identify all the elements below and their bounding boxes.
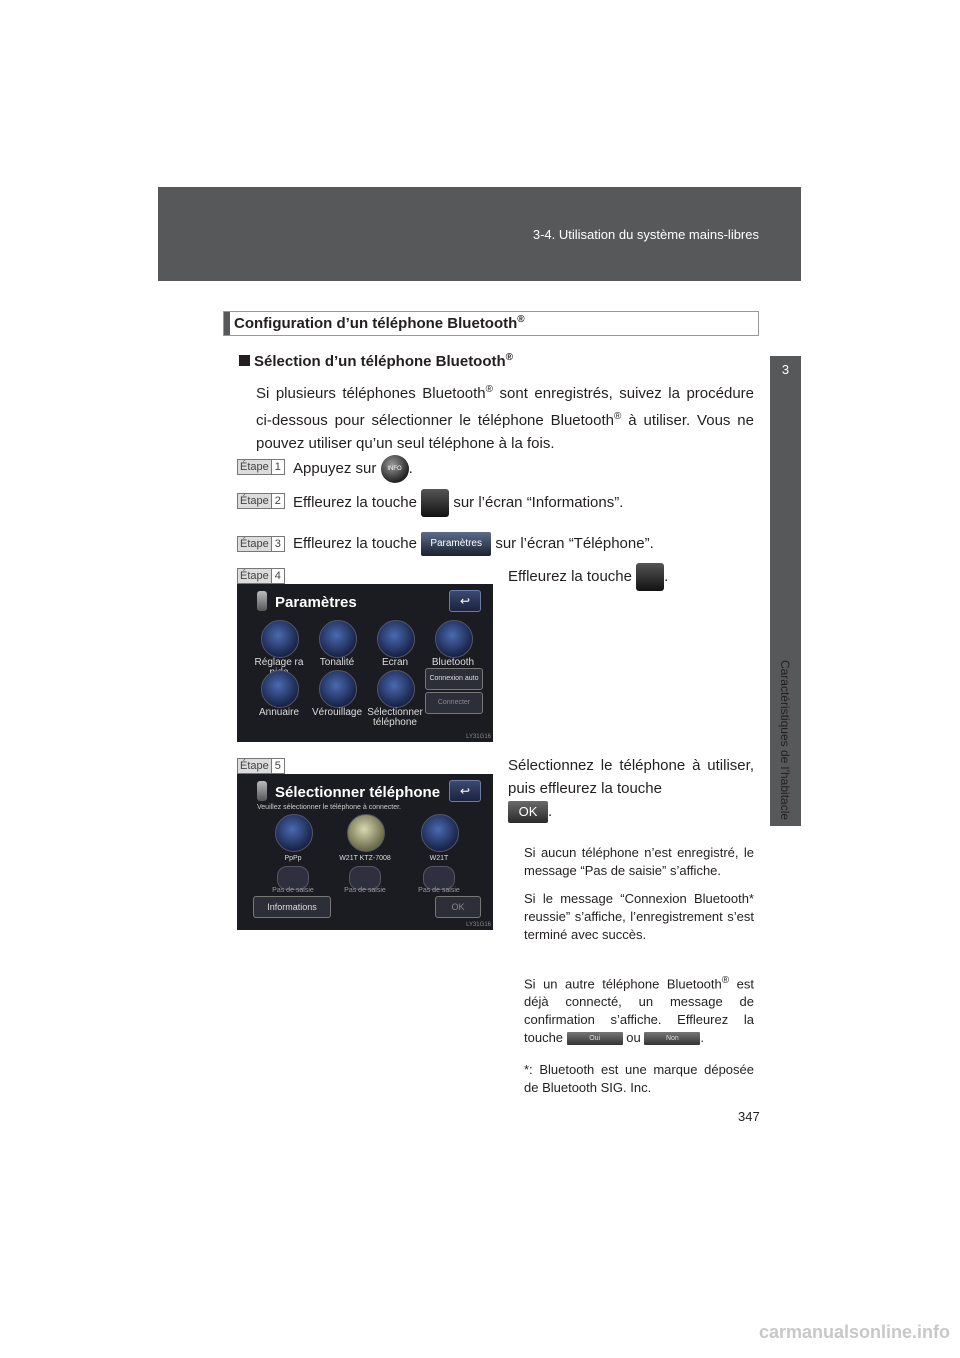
page-number: 347 — [738, 1109, 760, 1124]
step-badge-3 — [237, 536, 285, 552]
registered-mark: ® — [505, 352, 514, 363]
screen-subtitle: Veuillez sélectionner le téléphone à connecter. — [257, 804, 401, 811]
info-button-icon: INFO — [381, 455, 409, 483]
registered-mark: ® — [485, 384, 494, 395]
step-badge-label: Étape — [237, 758, 272, 774]
connect-button[interactable]: Connecter — [425, 692, 483, 714]
step-text-before: Appuyez sur — [293, 459, 377, 477]
registered-mark: ® — [721, 975, 730, 986]
note-connection-success: Si le message “Connexion Bluetooth* reussie” s’affiche, l’enregistrement s’est terminé avec succès. — [524, 891, 754, 942]
section-heading-bar — [224, 312, 230, 335]
parametres-button-icon: Paramètres — [421, 532, 491, 556]
note-text: ou — [626, 1030, 641, 1046]
watermark: carmanualsonline.info — [758, 1322, 950, 1342]
intro-text: à utiliser. Vous ne pouvez utiliser qu’un seul téléphone à la fois. — [256, 412, 754, 452]
back-button[interactable]: ↩ — [449, 590, 481, 612]
step-text-after: sur l’écran “Informations”. — [453, 493, 624, 511]
section-heading-text: Configuration d’un téléphone Bluetooth — [234, 315, 518, 332]
ok-button-icon: OK — [508, 801, 548, 823]
step-text-after: sur l’écran “Téléphone”. — [495, 534, 654, 552]
lock-label: Vérouillage — [311, 707, 363, 718]
oui-button-icon: Oui — [567, 1032, 623, 1045]
note-text: est déjà connecté, un message de confirmation s’affiche. Effleurez la touche — [524, 976, 754, 1046]
tone-label: Tonalité — [319, 657, 355, 668]
phone-slot-2-label: W21T KTZ-7008 — [339, 855, 391, 862]
note-text: . — [700, 1030, 705, 1046]
note-other-phone — [524, 972, 754, 1047]
step-text-before: Effleurez la touche — [293, 534, 417, 552]
subsection-heading — [239, 352, 513, 370]
chapter-header — [158, 187, 801, 281]
screen-title: Sélectionner téléphone — [275, 784, 441, 801]
quick-setting-label: Réglage ra — [254, 657, 304, 668]
step-1-text — [293, 455, 413, 483]
step-badge-label: Étape — [237, 568, 272, 584]
step-badge-1 — [237, 459, 285, 475]
step-badge-label: Étape — [237, 459, 272, 475]
step-4-text — [508, 563, 668, 591]
step-text-before: Effleurez la touche — [293, 493, 417, 511]
step-5-text — [508, 754, 754, 823]
square-bullet-icon — [239, 355, 250, 366]
screen-button[interactable] — [377, 620, 415, 658]
screen-label: Ecran — [381, 657, 409, 668]
select-phone-label: Sélectionner téléphone — [367, 707, 423, 728]
chapter-title: 3-4. Utilisation du système mains-libres — [532, 227, 759, 242]
figure-code: LY31G16 — [466, 734, 491, 740]
empty-slot-1-label: Pas de saisie — [272, 887, 314, 894]
phone-slot-1-button[interactable] — [275, 814, 313, 852]
step-badge-2 — [237, 493, 285, 509]
note-no-phone: Si aucun téléphone n’est enregistré, le message “Pas de saisie” s’affiche. — [524, 845, 754, 878]
select-phone-screen — [237, 774, 493, 930]
subsection-heading-text: Sélection d’un téléphone Bluetooth — [254, 353, 506, 370]
step-badge-5 — [237, 758, 285, 774]
phonebook-label: Annuaire — [258, 707, 300, 718]
phonebook-button[interactable] — [261, 670, 299, 708]
lock-button[interactable] — [319, 670, 357, 708]
non-button-icon: Non — [644, 1032, 700, 1045]
phone-icon — [257, 591, 267, 611]
quick-setting-button[interactable] — [261, 620, 299, 658]
step-badge-label: Étape — [237, 536, 272, 552]
parametres-screen — [237, 584, 493, 742]
tone-button[interactable] — [319, 620, 357, 658]
step-badge-4 — [237, 568, 285, 584]
empty-slot-3-label: Pas de saisie — [418, 887, 460, 894]
step-badge-number: 1 — [272, 459, 285, 475]
chapter-number: 3 — [781, 362, 790, 377]
step-badge-label: Étape — [237, 493, 272, 509]
step-badge-number: 3 — [272, 536, 285, 552]
figure-code: LY31G16 — [466, 922, 491, 928]
step-text-before: Sélectionnez le téléphone à utiliser, puis effleurez la touche — [508, 757, 754, 797]
bluetooth-button[interactable] — [435, 620, 473, 658]
note-text: Si un autre téléphone Bluetooth — [524, 976, 722, 992]
step-text-before: Effleurez la touche — [508, 567, 632, 585]
informations-button[interactable]: Informations — [253, 896, 331, 918]
telephone-button-icon — [421, 489, 449, 517]
step-text-after: . — [664, 567, 669, 585]
empty-slot-2-label: Pas de saisie — [344, 887, 386, 894]
bluetooth-label: Bluetooth — [431, 657, 475, 668]
registered-mark: ® — [517, 314, 525, 325]
intro-text: Si plusieurs téléphones Bluetooth — [256, 385, 486, 402]
screen-title: Paramètres — [275, 594, 357, 611]
phone-icon — [257, 781, 267, 801]
phone-slot-2-button[interactable] — [347, 814, 385, 852]
phone-slot-3-button[interactable] — [421, 814, 459, 852]
footnote: *: Bluetooth est une marque déposée de Bluetooth SIG. Inc. — [524, 1062, 754, 1095]
registered-mark: ® — [614, 411, 622, 422]
step-text-after: . — [548, 803, 553, 820]
intro-text: sont enregistrés, suivez la procédure ci-dessous pour sélectionner le téléphone Bluetooth — [256, 385, 754, 429]
step-3-text — [293, 532, 654, 556]
intro-paragraph — [256, 378, 754, 455]
step-badge-number: 5 — [272, 758, 285, 774]
phone-slot-1-label: PpPp — [284, 855, 302, 862]
chapter-side-label: Caractéristiques de l’habitacle — [778, 659, 792, 821]
phone-slot-3-label: W21T — [429, 855, 449, 862]
step-badge-number: 4 — [272, 568, 285, 584]
select-phone-button[interactable] — [377, 670, 415, 708]
step-text-after: . — [408, 459, 413, 477]
section-heading-box — [223, 311, 759, 336]
back-button[interactable]: ↩ — [449, 780, 481, 802]
section-heading — [234, 314, 525, 332]
step-2-text — [293, 489, 623, 517]
auto-connect-button[interactable]: Connexion auto — [425, 668, 483, 690]
ok-button[interactable]: OK — [435, 896, 481, 918]
step-badge-number: 2 — [272, 493, 285, 509]
select-phone-button-icon — [636, 563, 664, 591]
